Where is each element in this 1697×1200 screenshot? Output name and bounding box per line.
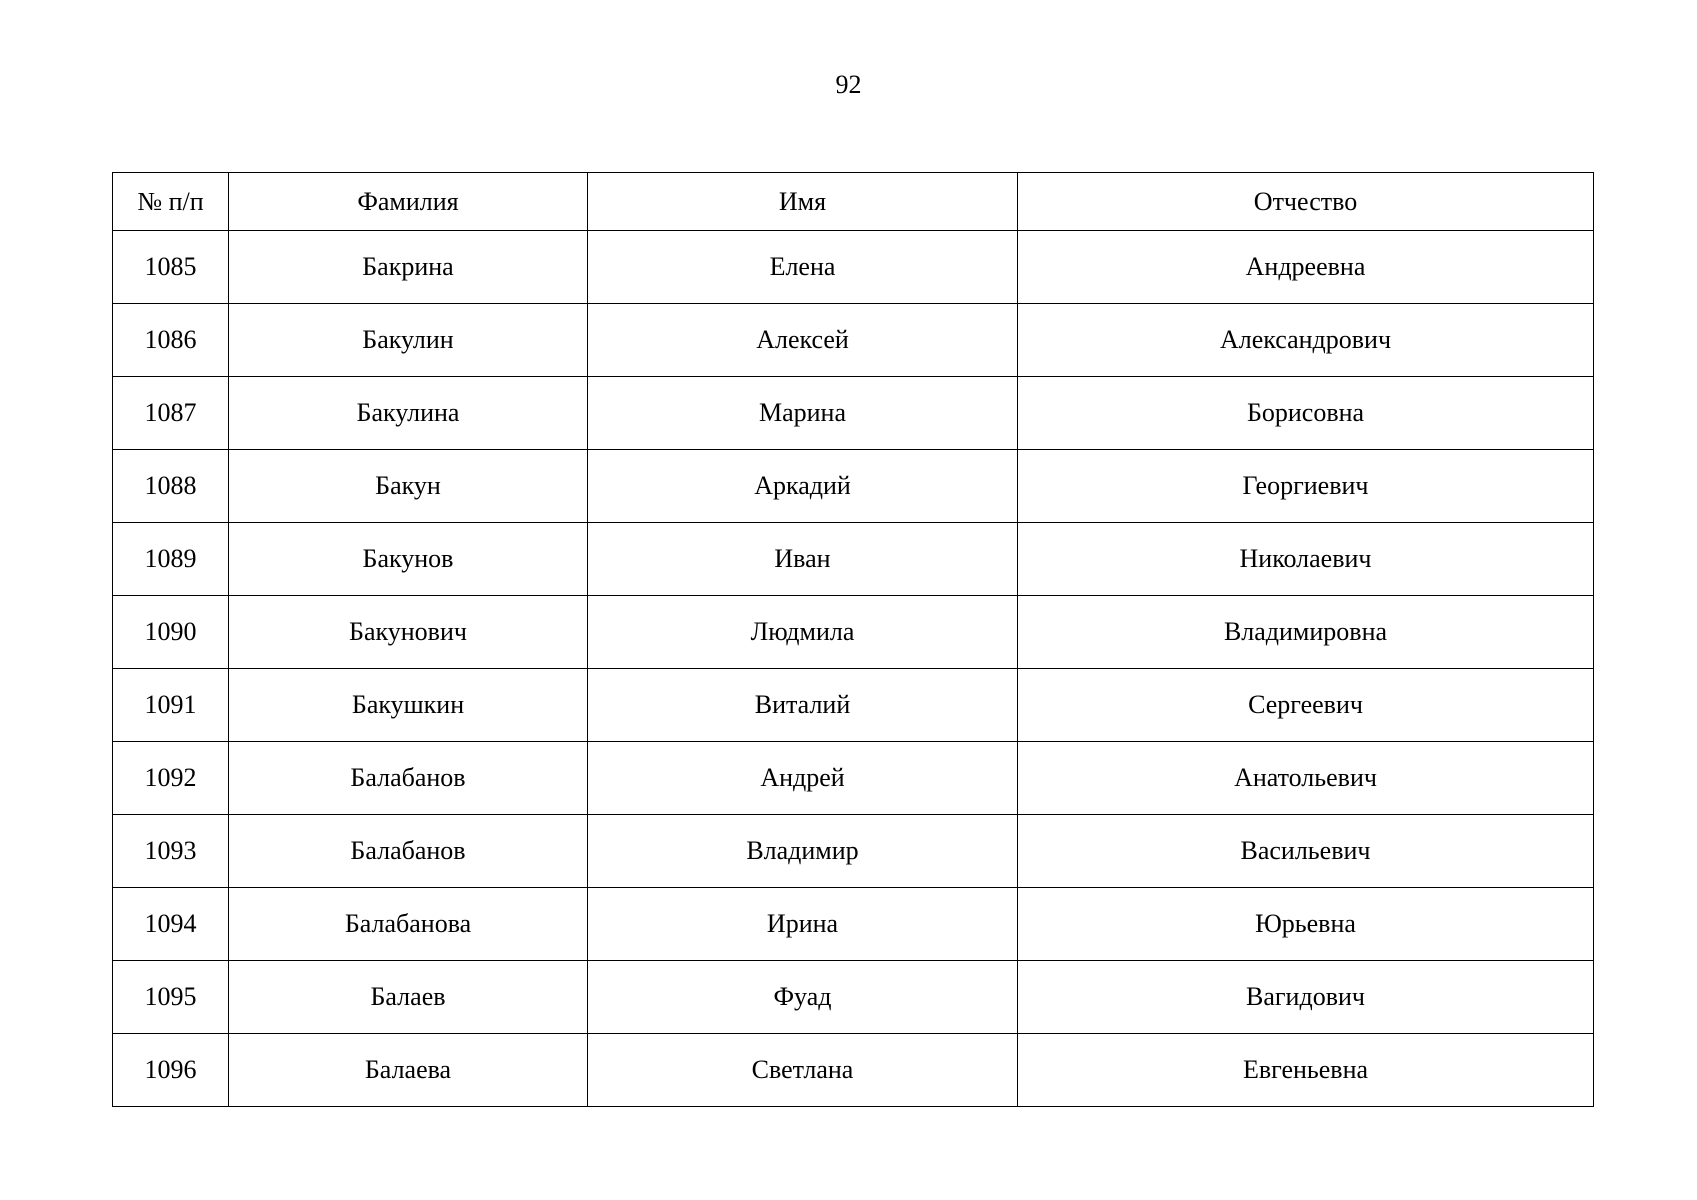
cell-surname: Бакун: [229, 450, 588, 523]
header-surname: Фамилия: [229, 173, 588, 231]
cell-name: Елена: [588, 231, 1018, 304]
cell-number: 1096: [113, 1034, 229, 1107]
cell-name: Фуад: [588, 961, 1018, 1034]
cell-surname: Бакрина: [229, 231, 588, 304]
cell-surname: Балаев: [229, 961, 588, 1034]
table-row: [113, 304, 1594, 377]
cell-surname: Бакулин: [229, 304, 588, 377]
cell-surname: Балабанов: [229, 815, 588, 888]
cell-patronymic: Николаевич: [1018, 523, 1594, 596]
cell-name: Иван: [588, 523, 1018, 596]
cell-name: Владимир: [588, 815, 1018, 888]
cell-number: 1092: [113, 742, 229, 815]
cell-number: 1086: [113, 304, 229, 377]
table-row: [113, 377, 1594, 450]
table-row: [113, 523, 1594, 596]
cell-surname: Бакушкин: [229, 669, 588, 742]
cell-patronymic: Сергеевич: [1018, 669, 1594, 742]
table-row: [113, 961, 1594, 1034]
header-name: Имя: [588, 173, 1018, 231]
table-row: [113, 231, 1594, 304]
header-patronymic: Отчество: [1018, 173, 1594, 231]
cell-surname: Балабанова: [229, 888, 588, 961]
cell-surname: Бакулина: [229, 377, 588, 450]
cell-number: 1095: [113, 961, 229, 1034]
cell-patronymic: Вагидович: [1018, 961, 1594, 1034]
cell-patronymic: Владимировна: [1018, 596, 1594, 669]
cell-number: 1089: [113, 523, 229, 596]
cell-name: Людмила: [588, 596, 1018, 669]
cell-patronymic: Андреевна: [1018, 231, 1594, 304]
table-row: [113, 669, 1594, 742]
table-row: [113, 742, 1594, 815]
registry-table: [112, 172, 1594, 1107]
page-number: 92: [835, 70, 862, 99]
cell-surname: Бакунович: [229, 596, 588, 669]
table-row: [113, 596, 1594, 669]
cell-name: Алексей: [588, 304, 1018, 377]
cell-name: Аркадий: [588, 450, 1018, 523]
table-row: [113, 815, 1594, 888]
cell-number: 1091: [113, 669, 229, 742]
table-header-row: [113, 173, 1594, 231]
cell-name: Марина: [588, 377, 1018, 450]
cell-patronymic: Анатольевич: [1018, 742, 1594, 815]
cell-name: Светлана: [588, 1034, 1018, 1107]
cell-name: Виталий: [588, 669, 1018, 742]
cell-number: 1087: [113, 377, 229, 450]
table-row: [113, 888, 1594, 961]
cell-number: 1090: [113, 596, 229, 669]
cell-number: 1085: [113, 231, 229, 304]
header-number: № п/п: [113, 173, 229, 231]
table-row: [113, 1034, 1594, 1107]
cell-surname: Балабанов: [229, 742, 588, 815]
cell-patronymic: Юрьевна: [1018, 888, 1594, 961]
cell-number: 1093: [113, 815, 229, 888]
cell-name: Ирина: [588, 888, 1018, 961]
cell-number: 1088: [113, 450, 229, 523]
cell-number: 1094: [113, 888, 229, 961]
cell-surname: Балаева: [229, 1034, 588, 1107]
cell-surname: Бакунов: [229, 523, 588, 596]
cell-name: Андрей: [588, 742, 1018, 815]
cell-patronymic: Александрович: [1018, 304, 1594, 377]
cell-patronymic: Георгиевич: [1018, 450, 1594, 523]
cell-patronymic: Евгеньевна: [1018, 1034, 1594, 1107]
cell-patronymic: Васильевич: [1018, 815, 1594, 888]
table-row: [113, 450, 1594, 523]
cell-patronymic: Борисовна: [1018, 377, 1594, 450]
